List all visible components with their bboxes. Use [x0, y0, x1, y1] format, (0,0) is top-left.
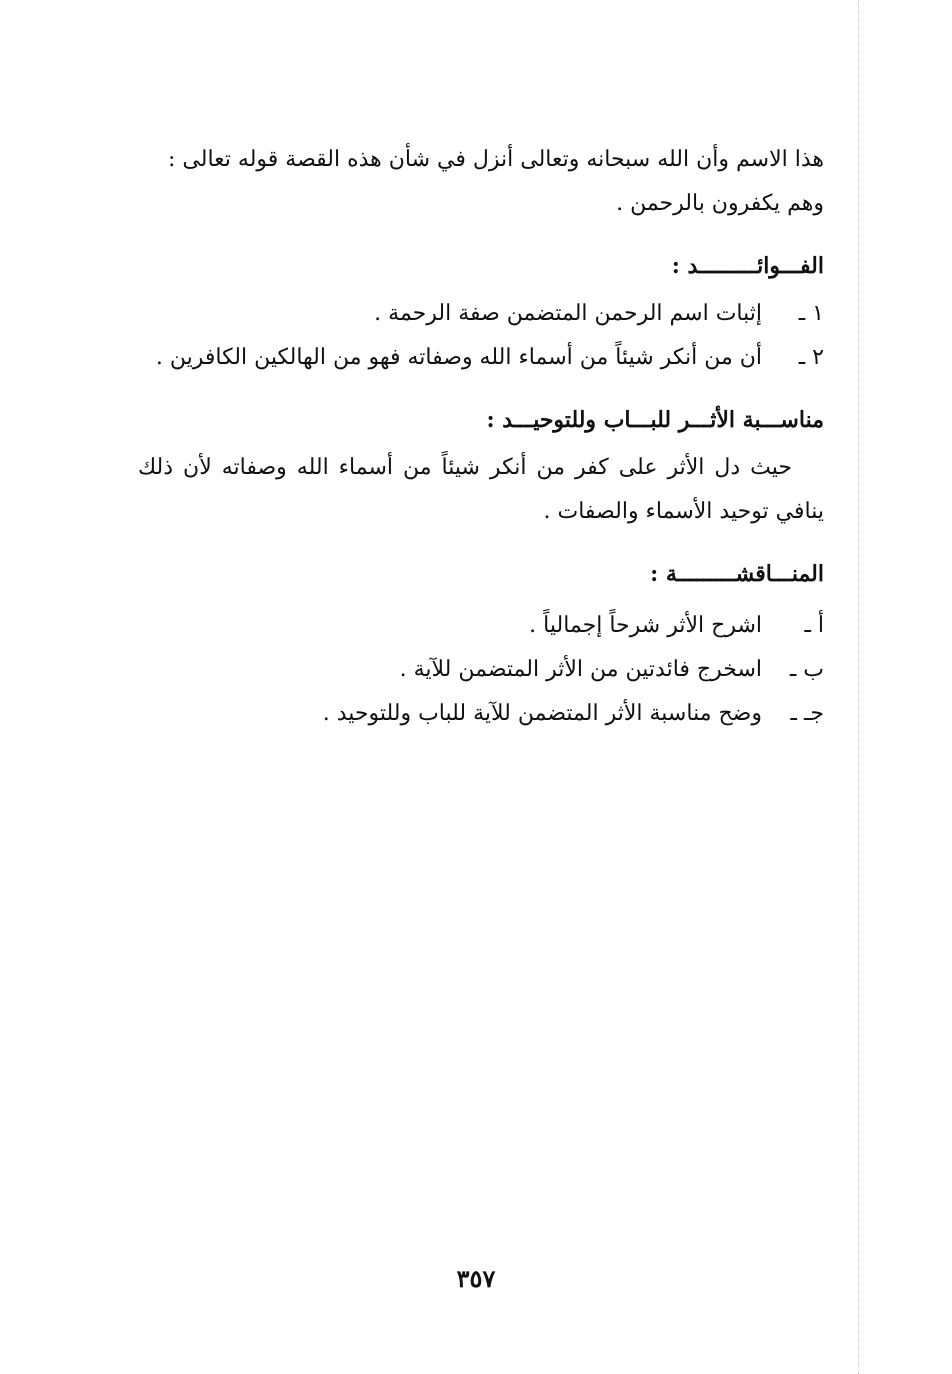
- page-edge-line: [858, 0, 859, 1374]
- fawaid-item-marker: ١ ـ: [798, 301, 824, 326]
- fawaid-item-marker: ٢ ـ: [798, 345, 824, 370]
- page-number: ٣٥٧: [456, 1264, 496, 1293]
- munaqasha-item-marker: ب ـ: [789, 657, 824, 682]
- fawaid-item: [138, 336, 824, 380]
- munaqasha-item-marker: أ ـ: [804, 613, 824, 638]
- munaqasha-item: [138, 604, 824, 648]
- fawaid-item-text: إثبات اسم الرحمن المتضمن صفة الرحمة .: [374, 301, 762, 326]
- munaqasha-item: [138, 692, 824, 736]
- munaqasha-item-text: وضح مناسبة الأثر المتضمن للآية للباب وللتوحيد .: [322, 701, 762, 726]
- intro-line-1: هذا الاسم وأن الله سبحانه وتعالى أنزل في شأن هذه القصة قوله تعالى :: [168, 147, 824, 172]
- munasaba-heading: مناســـبة الأثـــر للبـــاب وللتوحيـــد :: [486, 407, 824, 433]
- page-content: [138, 138, 824, 736]
- fawaid-item: [138, 292, 824, 336]
- munaqasha-item-marker: جـ ـ: [790, 701, 824, 726]
- munaqasha-item: [138, 648, 824, 692]
- munasaba-text: حيث دل الأثر على كفر من أنكر شيئاً من أسماء الله وصفاته لأن ذلك ينافي توحيد الأسماء والصفات .: [138, 455, 824, 524]
- munaqasha-item-text: اسخرج فائدتين من الأثر المتضمن للآية .: [399, 657, 762, 682]
- munaqasha-heading: المنـــاقشـــــــــة :: [650, 561, 824, 587]
- fawaid-item-text: أن من أنكر شيئاً من أسماء الله وصفاته فهو من الهالكين الكافرين .: [155, 345, 762, 370]
- munaqasha-item-text: اشرح الأثر شرحاً إجمالياً .: [529, 613, 762, 638]
- munaqasha-list: [138, 604, 824, 736]
- intro-line-2: وهم يكفرون بالرحمن .: [616, 191, 824, 216]
- fawaid-heading: الفـــوائـــــــــد :: [671, 253, 824, 279]
